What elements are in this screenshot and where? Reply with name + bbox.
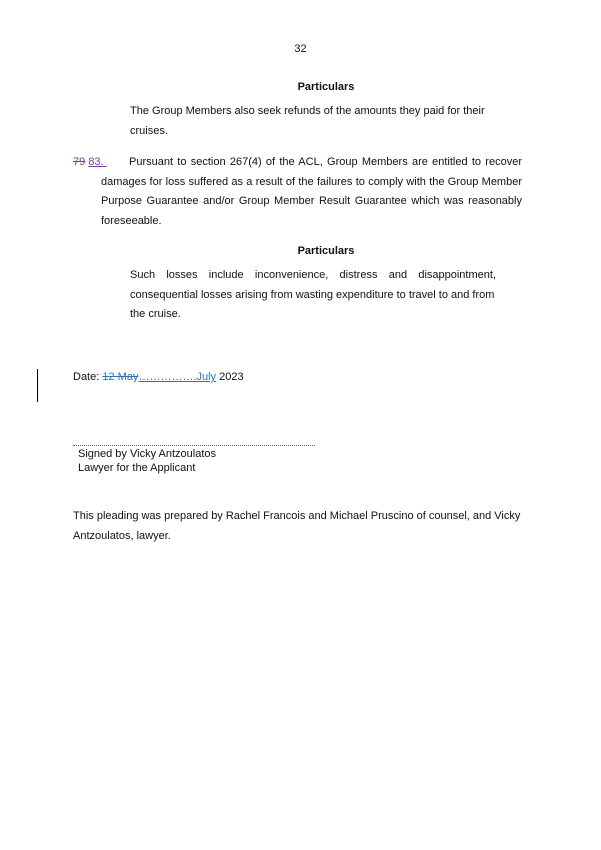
revision-change-bar — [37, 369, 38, 402]
inserted-date: …………….July — [138, 371, 217, 383]
date-label: Date: — [73, 371, 100, 383]
particulars-line: Such losses include inconvenience, distress and disappointment, — [130, 269, 496, 281]
signature-line — [73, 445, 315, 446]
signature-block — [78, 447, 216, 475]
particulars-heading: Particulars — [297, 81, 355, 93]
inserted-paragraph-number: 83. — [88, 156, 104, 168]
deleted-paragraph-number: 79 — [73, 156, 86, 168]
signed-by: Signed by Vicky Antzoulatos — [78, 448, 216, 460]
particulars-text — [130, 266, 496, 325]
particulars-heading: Particulars — [297, 245, 355, 257]
signer-role: Lawyer for the Applicant — [78, 462, 196, 474]
page-number: 32 — [294, 43, 307, 55]
particulars-line: the cruise. — [130, 308, 181, 320]
date-line — [73, 371, 244, 383]
date-year: 2023 — [219, 371, 244, 383]
prepared-by-statement: This pleading was prepared by Rachel Francois and Michael Pruscino of counsel, and Vicky Antzoulatos, lawyer. — [73, 510, 521, 542]
particulars-line: cruises. — [130, 124, 168, 137]
particulars-line: The Group Members also seek refunds of the amounts they paid for their — [130, 105, 485, 117]
paragraph-body: Pursuant to section 267(4) of the ACL, Group Members are entitled to recover damages for loss suffered as a result of the failures to comply with the Group Member Purpose Guarantee and/or Group Member Result Guarantee which was reasonably foreseeable. — [101, 156, 522, 227]
deleted-date: 12 May — [102, 371, 139, 383]
particulars-line: consequential losses arising from wasting expenditure to travel to and from — [130, 288, 495, 301]
particulars-text — [130, 102, 500, 141]
